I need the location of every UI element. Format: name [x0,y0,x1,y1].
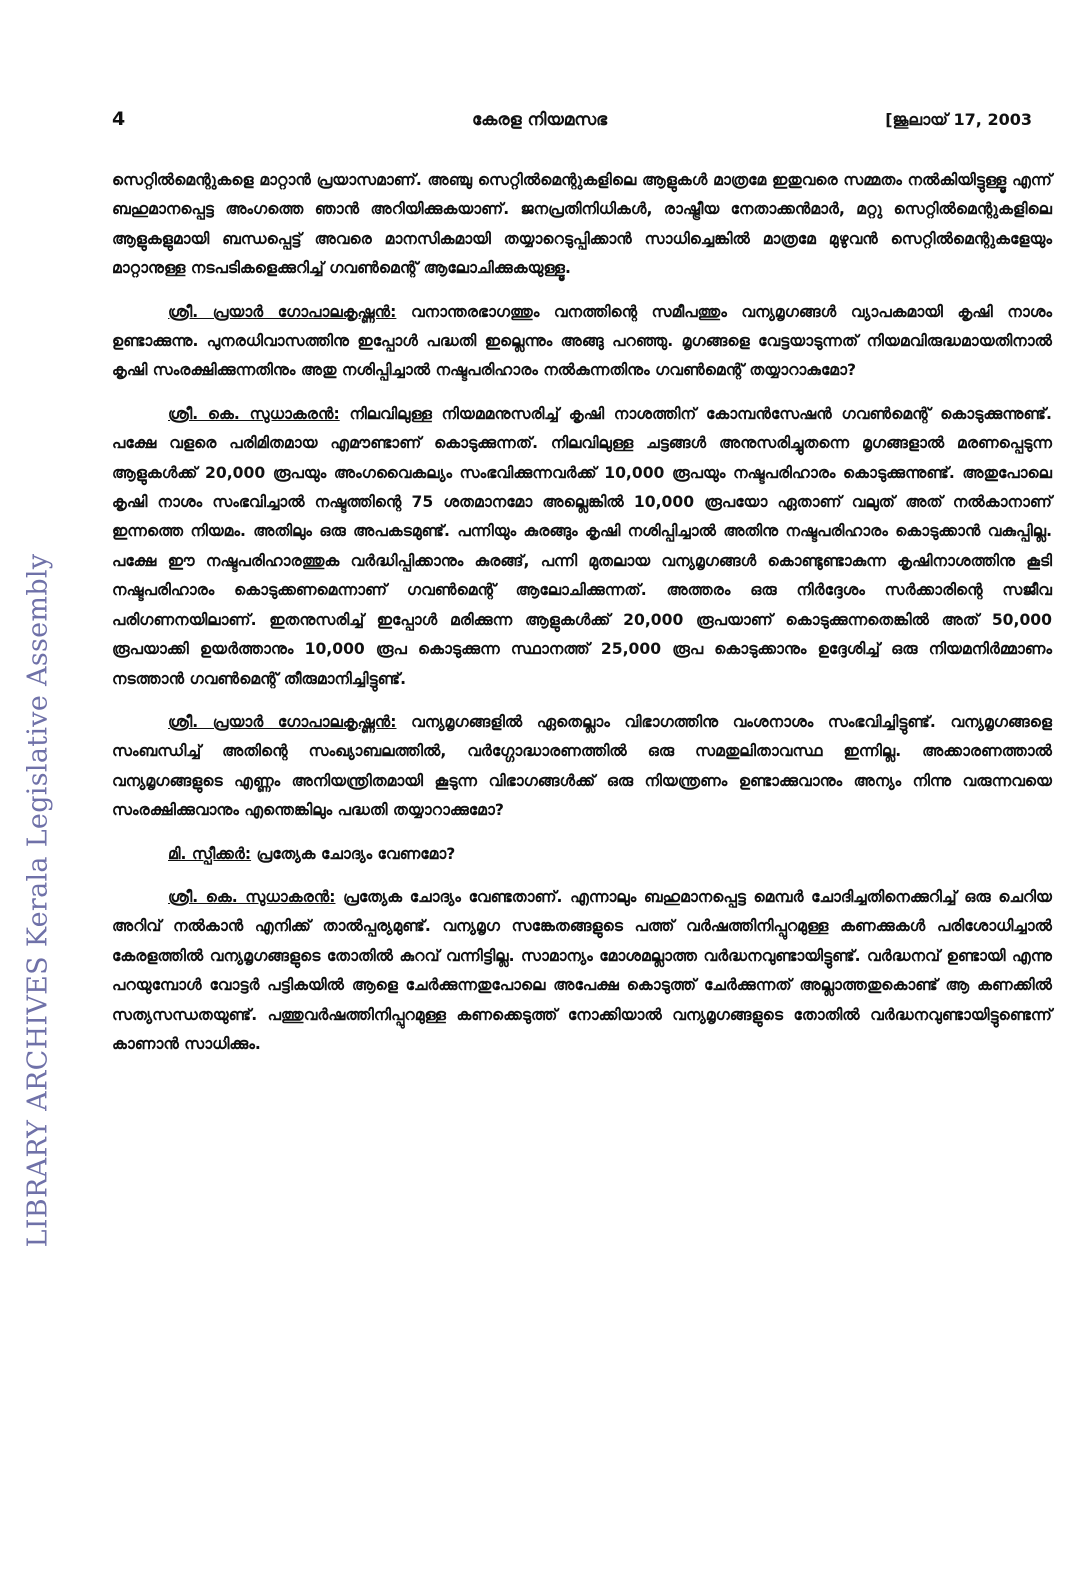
paragraph-1 [112,166,1052,284]
running-title: കേരള നിയമസഭ [472,110,608,130]
paragraph-6 [112,883,1052,1059]
speaker-name: ശ്രീ. പ്രയാർ ഗോപാലകൃഷ്ണൻ: [168,302,397,321]
running-date: [ജൂലായ് 17, 2003 [885,110,1032,129]
paragraph-text: പ്രത്യേക ചോദ്യം വേണമോ? [256,844,456,863]
speaker-name: ശ്രീ. കെ. സുധാകരൻ: [168,887,336,906]
paragraph-text: വന്യമൃഗങ്ങളിൽ ഏതെല്ലാം വിഭാഗത്തിനു വംശനാശം സംഭവിച്ചിട്ടുണ്ട്. വന്യമൃഗങ്ങളെ സംബന്ധിച്ച് അതിന്റെ സംഖ്യാബലത്തിൽ, വർഗ്ഗോദ്ധാരണത്തിൽ ഒരു സമതുലിതാവസ്ഥ ഇന്നില്ല. അക്കാരണത്താൽ വന്യമൃഗങ്ങളുടെ എണ്ണം അനിയന്ത്രിതമായി കൂടുന്ന വിഭാഗങ്ങൾക്ക് ഒരു നിയന്ത്രണം ഉണ്ടാക്കുവാനും അന്യം നിന്നു വരുന്നവയെ സംരക്ഷിക്കുവാനും എന്തെങ്കിലും പദ്ധതി തയ്യാറാക്കുമോ? [112,712,1052,820]
page-header [112,108,1032,138]
watermark-text: LIBRARY ARCHIVES Kerala Legislative Assembly [22,553,54,1247]
archive-watermark [20,430,56,1370]
paragraph-text: പ്രത്യേക ചോദ്യം വേണ്ടതാണ്. എന്നാലും ബഹുമാനപ്പെട്ട മെമ്പർ ചോദിച്ചതിനെക്കുറിച്ച് ഒരു ചെറിയ അറിവ് നൽകാൻ എനിക്ക് താൽപ്പര്യമുണ്ട്. വന്യമൃഗ സങ്കേതങ്ങളുടെ പത്ത് വർഷത്തിനിപ്പുറമുള്ള കണക്കുകൾ പരിശോധിച്ചാൽ കേരളത്തിൽ വന്യമൃഗങ്ങളുടെ തോതിൽ കുറവ് വന്നിട്ടില്ല. സാമാന്യം മോശമല്ലാത്ത വർദ്ധനവുണ്ടായിട്ടുണ്ട്. വർദ്ധനവ് ഉണ്ടായി എന്നു പറയുമ്പോൾ വോട്ടർ പട്ടികയിൽ ആളെ ചേർക്കുന്നതുപോലെ അപേക്ഷ കൊടുത്ത് ചേർക്കുന്നത് അല്ലാത്തതുകൊണ്ട് ആ കണക്കിൽ സത്യസന്ധതയുണ്ട്. പത്തുവർഷത്തിനിപ്പുറമുള്ള കണക്കെടുത്ത് നോക്കിയാൽ വന്യമൃഗങ്ങളുടെ തോതിൽ വർദ്ധനവുണ്ടായിട്ടുണ്ടെന്ന് കാണാൻ സാധിക്കും. [112,887,1052,1053]
speaker-name: ശ്രീ. കെ. സുധാകരൻ: [168,404,340,423]
page-number: 4 [112,108,126,130]
paragraph-text: നിലവിലുള്ള നിയമമനുസരിച്ച് കൃഷി നാശത്തിന് കോമ്പൻസേഷൻ ഗവൺമെന്റ് കൊടുക്കുന്നുണ്ട്. പക്ഷേ വളരെ പരിമിതമായ എമൗണ്ടാണ് കൊടുക്കുന്നത്. നിലവിലുള്ള ചട്ടങ്ങൾ അനുസരിച്ചുതന്നെ മൃഗങ്ങളാൽ മരണപ്പെടുന്ന ആളുകൾക്ക് 20,000 രൂപയും അംഗവൈകല്യം സംഭവിക്കുന്നവർക്ക് 10,000 രൂപയും നഷ്ടപരിഹാരം കൊടുക്കുന്നുണ്ട്. അതുപോലെ കൃഷി നാശം സംഭവിച്ചാൽ നഷ്ടത്തിന്റെ 75 ശതമാനമോ അല്ലെങ്കിൽ 10,000 രൂപയോ ഏതാണ് വലുത് അത് നൽകാനാണ് ഇന്നത്തെ നിയമം. അതിലും ഒരു അപകടമുണ്ട്. പന്നിയും കുരങ്ങും കൃഷി നശിപ്പിച്ചാൽ അതിനു നഷ്ടപരിഹാരം കൊടുക്കാൻ വകുപ്പില്ല. പക്ഷേ ഈ നഷ്ടപരിഹാരത്തുക വർദ്ധിപ്പിക്കാനും കുരങ്ങ്, പന്നി മുതലായ വന്യമൃഗങ്ങൾ കൊണ്ടുണ്ടാകുന്ന കൃഷിനാശത്തിനു കൂടി നഷ്ടപരിഹാരം കൊടുക്കണമെന്നാണ് ഗവൺമെന്റ് ആലോചിക്കുന്നത്. അത്തരം ഒരു നിർദ്ദേശം സർക്കാരിന്റെ സജീവ പരിഗണനയിലാണ്. ഇതനുസരിച്ച് ഇപ്പോൾ മരിക്കുന്ന ആളുകൾക്ക് 20,000 രൂപയാണ് കൊടുക്കുന്നതെങ്കിൽ അത് 50,000 രൂപയാക്കി ഉയർത്താനും 10,000 രൂപ കൊടുക്കുന്ന സ്ഥാനത്ത് 25,000 രൂപ കൊടുക്കാനും ഉദ്ദേശിച്ച് ഒരു നിയമനിർമ്മാണം നടത്താൻ ഗവൺമെന്റ് തീരുമാനിച്ചിട്ടുണ്ട്. [112,404,1052,688]
paragraph-4 [112,708,1052,826]
paragraph-3 [112,400,1052,694]
paragraph-5 [112,840,1052,869]
proceedings-text [112,166,1052,1073]
speaker-name: ശ്രീ. പ്രയാർ ഗോപാലകൃഷ്ണൻ: [168,712,397,731]
paragraph-2 [112,298,1052,386]
speaker-name: മി. സ്പീക്കർ: [168,844,252,863]
paragraph-text: വനാന്തരഭാഗത്തും വനത്തിന്റെ സമീപത്തും വന്യമൃഗങ്ങൾ വ്യാപകമായി കൃഷി നാശം ഉണ്ടാക്കുന്നു. പുനരധിവാസത്തിനു ഇപ്പോൾ പദ്ധതി ഇല്ലെന്നും അങ്ങു പറഞ്ഞു. മൃഗങ്ങളെ വേട്ടയാടുന്നത് നിയമവിരുദ്ധമായതിനാൽ കൃഷി സംരക്ഷിക്കുന്നതിനും അതു നശിപ്പിച്ചാൽ നഷ്ടപരിഹാരം നൽകുന്നതിനും ഗവൺമെന്റ് തയ്യാറാകുമോ? [112,302,1052,380]
paragraph-text: സെറ്റിൽമെന്റുകളെ മാറ്റാൻ പ്രയാസമാണ്. അഞ്ചു സെറ്റിൽമെന്റുകളിലെ ആളുകൾ മാത്രമേ ഇതുവരെ സമ്മതം നൽകിയിട്ടുള്ളൂ എന്ന് ബഹുമാനപ്പെട്ട അംഗത്തെ ഞാൻ അറിയിക്കുകയാണ്. ജനപ്രതിനിധികൾ, രാഷ്ട്രീയ നേതാക്കൻമാർ, മറ്റു സെറ്റിൽമെന്റുകളിലെ ആളുകളുമായി ബന്ധപ്പെട്ട് അവരെ മാനസികമായി തയ്യാറെടുപ്പിക്കാൻ സാധിച്ചെങ്കിൽ മാത്രമേ മുഴുവൻ സെറ്റിൽമെന്റുകളേയും മാറ്റാനുള്ള നടപടികളെക്കുറിച്ച് ഗവൺമെന്റ് ആലോചിക്കുകയുള്ളൂ. [112,171,1052,278]
